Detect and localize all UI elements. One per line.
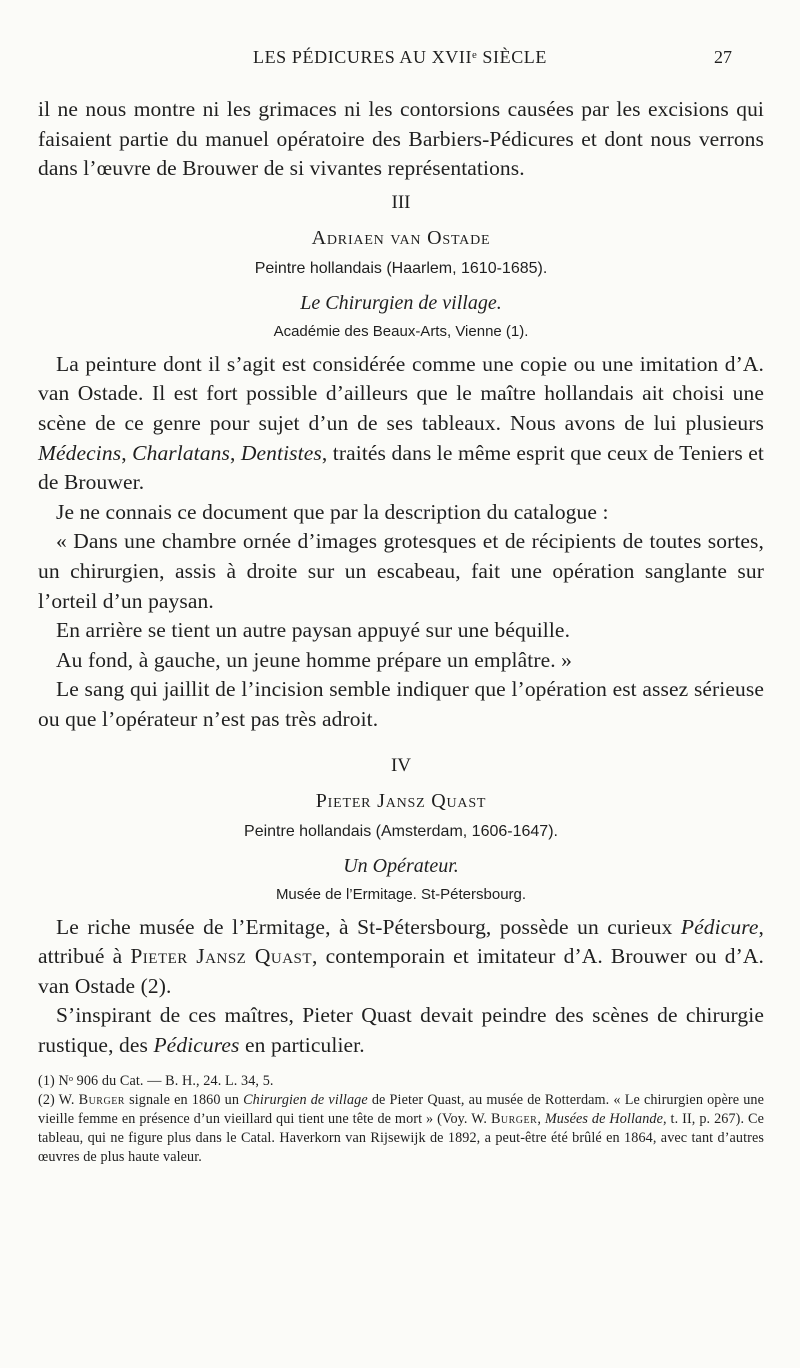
text-run: , bbox=[121, 440, 133, 465]
paragraph: Je ne connais ce document que par la description du catalogue : bbox=[56, 499, 609, 524]
painter-info: Peintre hollandais (Haarlem, 1610-1685). bbox=[254, 259, 548, 277]
italic-term: Pédicures bbox=[153, 1032, 240, 1057]
text-run: La peinture dont il s’agit est considérée comme une copie ou une imitation d’A. van Ostade. Il est fort possible d’ailleurs que le maître hollandais ait choisi une scène de ce genre pour sujet d’un de ses tableaux. Nous avons de lui plusieurs bbox=[38, 351, 764, 435]
paragraph bbox=[38, 350, 764, 498]
italic-term: Médecins bbox=[38, 440, 122, 465]
text-run: , t. II, p. 267). Ce tableau, qui ne figure plus dans le Catal. Haverkorn van Rijsewijk de 1892, a peut-être été brûlé en 1864, avec tant d’autres œuvres de plus haute valeur. bbox=[38, 1111, 764, 1166]
museum-location: Académie des Beaux-Arts, Vienne (1). bbox=[273, 322, 529, 340]
small-caps-name: Pieter Jansz Quast bbox=[130, 944, 313, 969]
painter-info: Peintre hollandais (Amsterdam, 1606-1647). bbox=[244, 822, 558, 840]
paragraph bbox=[38, 913, 764, 1002]
text-run: (2) W. bbox=[38, 1092, 79, 1109]
painter-name: Pieter Jansz Quast bbox=[315, 789, 487, 812]
paragraph: Le sang qui jaillit de l’incision semble indiquer que l’opération est assez sérieuse ou que l’opérateur n’est pas très adroit. bbox=[38, 677, 764, 731]
text-run: , traités dans le même esprit que ceux de Teniers et de Brouwer. bbox=[38, 440, 765, 495]
painter-name: Adriaen van Ostade bbox=[311, 226, 491, 249]
italic-term: Musées de Hollande bbox=[544, 1111, 663, 1128]
text-run: S’inspirant de ces maîtres, Pieter Quast devait peindre des scènes de chirurgie rustique, des bbox=[38, 1003, 764, 1057]
intro-paragraph: il ne nous montre ni les grimaces ni les contorsions causées par les excisions qui faisaient partie du manuel opératoire des Barbiers-Pédicures et dont nous verrons dans l’œuvre de Brouwer de si vivantes représentations. bbox=[38, 97, 764, 181]
italic-term: Chirurgien de village bbox=[243, 1092, 368, 1109]
italic-term: Charlatans bbox=[132, 440, 230, 465]
footnote-2 bbox=[38, 1091, 764, 1167]
section-number: IV bbox=[390, 754, 412, 776]
quote-paragraph: Au fond, à gauche, un jeune homme prépare un emplâtre. » bbox=[56, 647, 573, 672]
footnote-1: (1) Nᵒ 906 du Cat. — B. H., 24. L. 34, 5. bbox=[38, 1073, 274, 1090]
paragraph bbox=[38, 1001, 764, 1060]
page-number: 27 bbox=[714, 47, 732, 67]
work-title: Un Opérateur. bbox=[343, 854, 459, 877]
quote-paragraph: En arrière se tient un autre paysan appuyé sur une béquille. bbox=[56, 618, 571, 643]
text-run: en particulier. bbox=[239, 1032, 365, 1057]
text-run: , contemporain et imitateur d’A. Brouwer ou d’A. van Ostade (2). bbox=[38, 944, 764, 998]
running-title: LES PÉDICURES AU XVIIᵉ SIÈCLE bbox=[252, 47, 548, 67]
italic-term: Dentistes bbox=[240, 440, 322, 465]
running-head bbox=[0, 47, 800, 71]
footnotes bbox=[38, 1072, 764, 1167]
body-text bbox=[38, 95, 764, 1167]
small-caps-name: Burger bbox=[78, 1092, 125, 1109]
section-number: III bbox=[391, 191, 411, 213]
text-run: , bbox=[229, 440, 241, 465]
small-caps-name: Burger bbox=[490, 1111, 538, 1128]
section-iii bbox=[38, 190, 764, 735]
text-run: , attribué à bbox=[38, 914, 764, 969]
text-run: de Pieter Quast, au musée de Rotterdam. « Le chirurgien opère une vieille femme en présence d’un vieillard qui tient une tête de mort » (Voy. W. bbox=[38, 1092, 764, 1128]
museum-location: Musée de l’Ermitage. St-Pétersbourg. bbox=[275, 885, 527, 903]
italic-term: Pédicure bbox=[680, 914, 759, 939]
quote-paragraph: « Dans une chambre ornée d’images grotesques et de récipients de toutes sortes, un chirurgien, assis à droite sur un escabeau, fait une opération sanglante sur l’orteil d’un paysan. bbox=[38, 529, 764, 613]
section-iv bbox=[38, 753, 764, 1061]
work-title: Le Chirurgien de village. bbox=[300, 291, 502, 314]
text-run: signale en 1860 un bbox=[124, 1092, 244, 1109]
text-run: , bbox=[537, 1111, 545, 1128]
text-run: Le riche musée de l’Ermitage, à St-Pétersbourg, possède un curieux bbox=[56, 914, 681, 939]
